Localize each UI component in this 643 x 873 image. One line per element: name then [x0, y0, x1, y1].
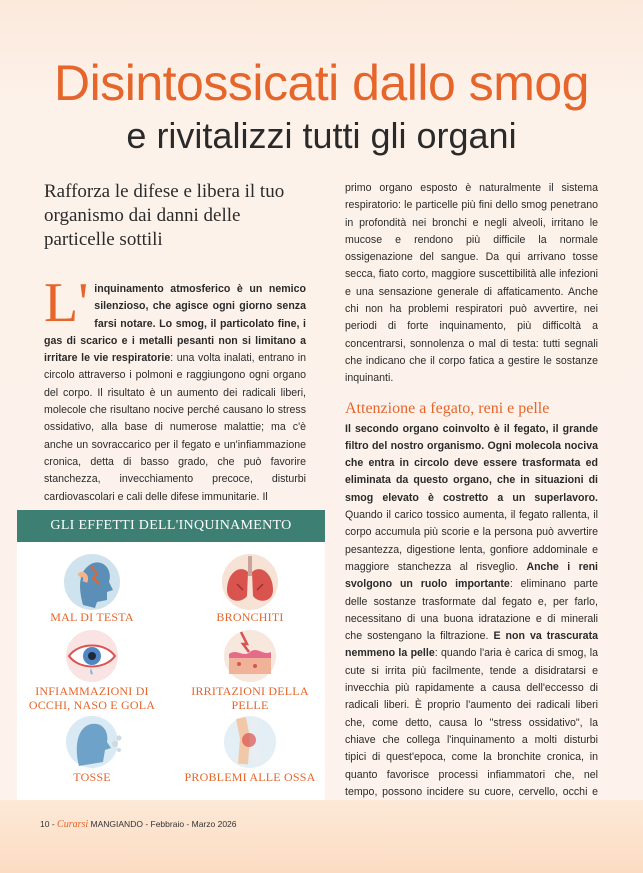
page-number: 10: [40, 819, 50, 829]
skin-icon: [215, 628, 285, 684]
effect-bronchitis: [175, 550, 325, 624]
eye-icon: [57, 628, 127, 684]
bones-icon: [215, 714, 285, 770]
effect-label: BRONCHITI: [216, 610, 284, 624]
effect-cough: [17, 714, 167, 784]
issue-date: Febbraio - Marzo 2026: [150, 819, 237, 829]
magazine-brand: Curarsi: [57, 819, 89, 830]
dropcap: L': [44, 272, 89, 334]
subtitle: Rafforza le difese e libera il tuo organismo dai danni delle particelle sottili: [44, 181, 285, 250]
continuation-paragraph: primo organo esposto è naturalmente il sistema respiratorio: le particelle più fini dello smog penetrano in profondità nei bronchi e negli alveoli, irritano le mucose e rendono più difficile la normale ossigenazione del sangue. Da qui arrivano tosse secca, fiato corto, maggiore suscettibilità alle infezioni e una sensazione generale di affaticamento. Anche chi non ha problemi respiratori può avvertire, nei periodi di forte inquinamento, più difficoltà a concentrarsi, sonnolenza o mal di testa: tutti segnali che indicano che il corpo fatica a gestire le sostanze inquinanti.: [345, 182, 598, 385]
effect-label: INFIAMMAZIONI DI OCCHI, NASO E GOLA: [28, 684, 156, 712]
section-name: MANGIANDO: [90, 819, 143, 829]
effect-bones: [175, 714, 325, 784]
lead-text: : una volta inalati, entrano in circolo attraverso i polmoni e raggiungono ogni organo del corpo. Il risultato è un aumento dei radicali liberi, molecole che risultano nocive perché causano lo stress ossidativo, alla base di numerose malattie; ma c'è anche un sovraccarico per il fegato e un'infiammazione cronica, detta di basso grado, che può favorire stanchezza, invecchiamento precoce, disturbi cardiovascolari e cali delle difese immunitarie. Il: [44, 352, 307, 503]
effects-box: [17, 510, 325, 800]
footer-background: [0, 800, 643, 873]
effect-label: TOSSE: [73, 770, 111, 784]
section-text-1: Quando il carico tossico aumenta, il fegato rallenta, il corpo accumula più scorie e la persona può avvertire pesantezza, digestione lenta, gonfiore addominale e maggiore stanchezza al risveglio.: [345, 509, 598, 573]
effect-label: MAL DI TESTA: [50, 610, 134, 624]
effect-label: PROBLEMI ALLE OSSA: [184, 770, 316, 784]
cough-icon: [57, 714, 127, 770]
effects-box-title: GLI EFFETTI DELL'INQUINAMENTO: [17, 510, 325, 542]
lead-bold-text: inquinamento atmosferico è un nemico silenzioso, che agisce ogni giorno senza farsi notare. Lo smog, il particolato fine, i gas di scarico e i metalli pesanti non si limitano a irritare le vie respiratorie: [44, 283, 306, 365]
right-column: [345, 180, 598, 870]
section-bold-3: E non va trascurata nemmeno la pelle: [345, 630, 598, 660]
headache-icon: [57, 550, 127, 610]
effect-label: IRRITAZIONI DELLA PELLE: [191, 684, 309, 712]
effect-eye-nose-throat: [17, 628, 167, 712]
effect-headache: [17, 550, 167, 624]
lead-paragraph: [44, 272, 307, 506]
section-title: Attenzione a fegato, reni e pelle: [345, 399, 550, 417]
lungs-icon: [215, 550, 285, 610]
page-footer: 10 - Curarsi MANGIANDO - Febbraio - Marzo 2026: [40, 819, 237, 830]
section-bold-1: Il secondo organo coinvolto è il fegato, il grande filtro del nostro organismo. Ogni molecola nociva che entra in circolo deve essere trasformata ed eliminata da questo organo, che in situazioni di smog elevato è costretto a un superlavoro.: [345, 422, 598, 504]
effect-skin: [175, 628, 325, 712]
page-title: Disintossicati dallo smog: [54, 55, 589, 111]
section-bold-2: Anche i reni svolgono un ruolo importante: [345, 560, 598, 591]
section-text-3: : quando l'aria è carica di smog, la cute si irrita più facilmente, tende a disidratarsi e invecchia più rapidamente a causa dell'eccesso di radicali liberi. È proprio l'aumento dei radicali liberi che, come detto, causa lo "stress ossidativo", la chiave che collega l'inquinamento a molti disturbi tipici di quest'epoca, come la bronchite cronica, in quanto favorisce processi infiammatori che, nel tempo, possono incidere su cuore, cervello, occhi e: [345, 647, 598, 798]
page-title-line2: e rivitalizzi tutti gli organi: [126, 115, 517, 156]
section-text-2: : eliminano parte delle sostanze trasformate dal fegato e, per farlo, necessitano di una buona idratazione e di minerali che sostengano la filtrazione.: [345, 578, 598, 643]
